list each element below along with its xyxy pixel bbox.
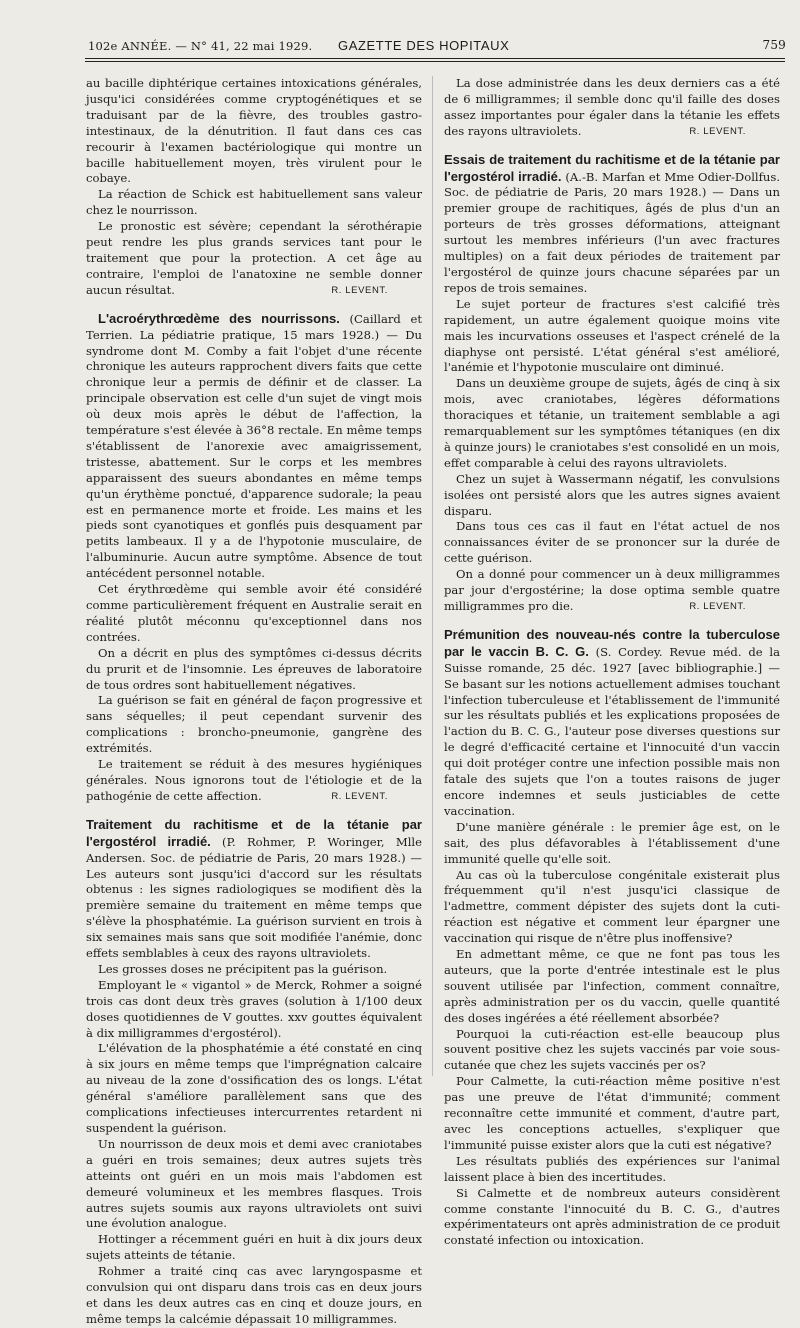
paragraph: Rohmer a traité cinq cas avec laryngospasme et convulsion qui ont disparu dans trois cas en deux jours et dans les deux autres cas en cinq et douze jours, en même temps la calcémie dépassait 10 milligrammes. <box>86 1264 422 1326</box>
paragraph: Pour Calmette, la cuti-réaction même positive n'est pas une preuve de l'état d'immunité; comment reconnaître cette immunité et comment, d'autre part, avec les conceptions actuelles, s'expliquer que l'immunité puisse exister alors que la cuti est négative? <box>444 1074 780 1152</box>
paragraph: On a décrit en plus des symptômes ci-dessus décrits du prurit et de l'insomnie. Les épreuves de laboratoire de tous ordres sont habituellement négatives. <box>86 645 422 692</box>
article-reference: (A.-B. Marfan et Mme Odier-Dollfus. Soc. de pédiatrie de Paris, 20 mars 1928.) — Dans un premier groupe de rachitiques, âgés de plus d'un an porteurs de très grosses déformations, atteignant surtout les membres inférieurs (l'un avec fractures multiples) on a fait deux périodes de traitement par l'ergostérol de quinze jours chacune séparées par un repos de trois semaines. <box>444 169 781 295</box>
paragraph: En admettant même, ce que ne font pas tous les auteurs, que la porte d'entrée intestinale est le plus souvent utilisée par l'infection, comment connaître, après administration per os du vaccin, quelle quantité des doses ingérées a été réellement absorbée? <box>444 947 780 1025</box>
journal-title: GAZETTE DES HOPITAUX <box>338 38 510 53</box>
paragraph: La guérison se fait en général de façon progressive et sans séquelles; il peut cependant survenir des complications : broncho-pneumonie, gangrène des extrémités. <box>86 693 422 756</box>
left-column <box>86 76 422 1328</box>
author-signature: R. LEVENT. <box>689 125 746 137</box>
paragraph: La réaction de Schick est habituellement sans valeur chez le nourrisson. <box>86 187 422 218</box>
paragraph: Cet érythrœdème qui semble avoir été considéré comme particulièrement fréquent en Australie serait en réalité plutôt méconnu qu'exceptionnel dans nos contrées. <box>86 582 422 644</box>
paragraph: Chez un sujet à Wassermann négatif, les convulsions isolées ont persisté alors que les autres signes avaient disparu. <box>444 471 780 518</box>
paragraph: Les grosses doses ne précipitent pas la guérison. <box>98 961 388 976</box>
paragraph: Dans un deuxième groupe de sujets, âgés de cinq à six mois, avec craniotabes, légères déformations thoraciques et tétanie, un traitement semblable a agi remarquablement sur les symptômes tétaniques (en dix à quinze jours) le craniotabes s'est consolidé en un mois, effet comparable à celui des rayons ultraviolets. <box>444 376 780 470</box>
issue-line: 102e ANNÉE. — N° 41, 22 mai 1929. <box>88 39 313 53</box>
paragraph: L'élévation de la phosphatémie a été constaté en cinq à six jours en même temps que l'imprégnation calcaire au niveau de la zone d'ossification des os longs. L'état général s'améliore parallèlement sans que des complications infectieuses intercurrentes retardent ni suspendent la guérison. <box>86 1041 422 1135</box>
paragraph <box>444 76 780 140</box>
article-title: L'acroérythrœdème des nourrissons. <box>98 310 340 326</box>
author-signature: R. LEVENT. <box>331 790 388 802</box>
article-reference: (S. Cordey. Revue méd. de la Suisse romande, 25 déc. 1927 [avec bibliographie.] — Se basant sur les notions actuellement admises touchant l'infection tuberculeuse et l'établissement de l'immunité sur les résultats publiés et les explications proposées de l'action du B. C. G., l'auteur pose diverses questions sur le degré d'efficacité certaine et l'innocuité d'un vaccin qui doit protéger contre une infection possible mais non fatale des sujets que l'on a toutes raisons de juger encore indemnes et seuls justiciables de cette vaccination. <box>444 644 781 818</box>
paragraph: Dans tous ces cas il faut en l'état actuel de nos connaissances éviter de se prononcer sur la durée de cette guérison. <box>444 519 780 566</box>
author-signature: R. LEVENT. <box>689 601 746 612</box>
paragraph: Si Calmette et de nombreux auteurs considèrent comme constante l'innocuité du B. C. G., d'autres expérimentateurs ont après administration de ce produit constaté infection ou intoxication. <box>444 1185 780 1248</box>
paragraph-text: La dose administrée dans les deux derniers cas a été de 6 milligrammes; il semble donc qu'il faille des doses assez importantes pour égaler dans la tétanie les effets des rayons ultraviolets. <box>444 76 780 138</box>
article-reference: (Caillard et Terrien. La pédiatrie pratique, 15 mars 1928.) — Du syndrome dont M. Comby a fait l'objet d'une récente chronique les auteurs rapprochent divers faits que cette chronique leur a permis de définir et de classer. La principale observation est celle d'un sujet de vingt mois où deux mois après le début de l'affection, la température s'est élevée à 36°8 rectale. En même temps s'établissent de l'anorexie avec amaigrissement, tristesse, abattement. Sur le corps et les membres apparaissent des sueurs abondantes en même temps qu'un érythème ponctué, d'apparence sudorale; la peau est en permanence morte et froide. Les mains et les pieds sont cyanotiques et gonflés puis desquament par petits lambeaux. Il y a de l'hypotonie musculaire, de l'albuminurie. Aucun autre symptôme. Absence de tout antécédent personnel notable. <box>86 311 423 581</box>
paragraph: Hottinger a récemment guéri en huit à dix jours deux sujets atteints de tétanie. <box>86 1232 422 1263</box>
paragraph: Les résultats publiés des expériences sur l'animal laissent place à bien des incertitudes. <box>444 1153 780 1184</box>
article-title: Traitement du rachitisme et de la tétanie par l'ergostérol irradié. <box>86 816 422 849</box>
article-premunition-bcg <box>444 627 780 1249</box>
paragraph: Le sujet porteur de fractures s'est calcifié très rapidement, un autre également quoique moins vite mais les incurvations osseuses et l'aspect crénelé de la diaphyse ont persisté. L'état général s'est amélioré, l'anémie et l'hypotonie musculaire ont diminué. <box>444 296 780 375</box>
author-signature: R. LEVENT. <box>331 284 388 296</box>
paragraph <box>444 567 780 615</box>
paragraph: au bacille diphtérique certaines intoxications générales, jusqu'ici considérées comme cryptogénétiques et se traduisant par de la fièvre, des troubles gastro-intestinaux, de la dénutrition. Il faut dans ces cas recourir à l'examen bactériologique qui montre un bacille habituellement moyen, très virulent pour le cobaye. <box>86 76 422 186</box>
running-header <box>88 34 786 54</box>
paragraph <box>86 219 422 299</box>
article-title: Essais de traitement du rachitisme et de la tétanie par l'ergostérol irradié. <box>444 151 780 184</box>
header-rule <box>85 58 785 59</box>
article-title: Prémunition des nouveau-nés contre la tuberculose par le vaccin B. C. G. <box>444 626 780 659</box>
article-acroerythroedeme <box>86 311 422 805</box>
page-number: 759 <box>762 38 786 52</box>
paragraph-text: Le traitement se réduit à des mesures hygiéniques générales. Nous ignorons tout de l'étiologie et de la pathogénie de cette affection. <box>86 757 422 803</box>
article-reference: (P. Rohmer, P. Woringer, Mlle Andersen. Soc. de pédiatrie de Paris, 20 mars 1928.) — Les auteurs sont jusqu'ici d'accord sur les résultats obtenus : les signes radiologiques se modifient dès la première semaine du traitement en même temps que s'élève la phosphatémie. La guérison survient en trois à six semaines mais sans que soit modifiée l'anémie, donc effets semblables à ceux des rayons ultraviolets. <box>86 834 422 961</box>
paragraph <box>86 757 422 805</box>
right-column <box>444 76 780 1249</box>
header-rule-double <box>85 61 785 62</box>
paragraph-text: Le pronostic est sévère; cependant la sérothérapie peut rendre les plus grands services tant pour le traitement que pour la protection. A cet âge au contraire, l'emploi de l'anatoxine ne semble donner aucun résultat. <box>86 219 422 297</box>
article-essais-marfan <box>444 152 780 615</box>
column-divider <box>432 76 433 1076</box>
paragraph: Employant le « vigantol » de Merck, Rohmer a soigné trois cas dont deux très graves (solution à 1/100 deux doses quotidiennes de V gouttes. xxv gouttes équivalent à dix milligrammes d'ergostérol). <box>86 977 422 1040</box>
paragraph-text: On a donné pour commencer un à deux milligrammes par jour d'ergostérine; la dose optima semble quatre milligrammes pro die. <box>444 567 780 613</box>
paragraph: D'une manière générale : le premier âge est, on le sait, des plus défavorables à l'établissement d'une immunité quelle qu'elle soit. <box>444 819 780 866</box>
paragraph: Un nourrisson de deux mois et demi avec craniotabes a guéri en trois semaines; deux autres sujets très atteints ont guéri en un mois mais l'abdomen est demeuré volumineux et les membres flasques. Trois autres sujets soumis aux rayons ultraviolets ont suivi une évolution analogue. <box>86 1136 422 1231</box>
paragraph: Pourquoi la cuti-réaction est-elle beaucoup plus souvent positive chez les sujets vaccinés par voie sous-cutanée que chez les sujets vaccinés per os? <box>444 1026 780 1073</box>
article-rachitisme-rohmer <box>86 817 422 1328</box>
paragraph: Au cas où la tuberculose congénitale existerait plus fréquemment qu'il n'est jusqu'ici classique de l'admettre, comment dépister des sujets dont la cuti-réaction est négative et comment leur épargner une vaccination qui risque de n'être plus inoffensive? <box>444 867 780 946</box>
